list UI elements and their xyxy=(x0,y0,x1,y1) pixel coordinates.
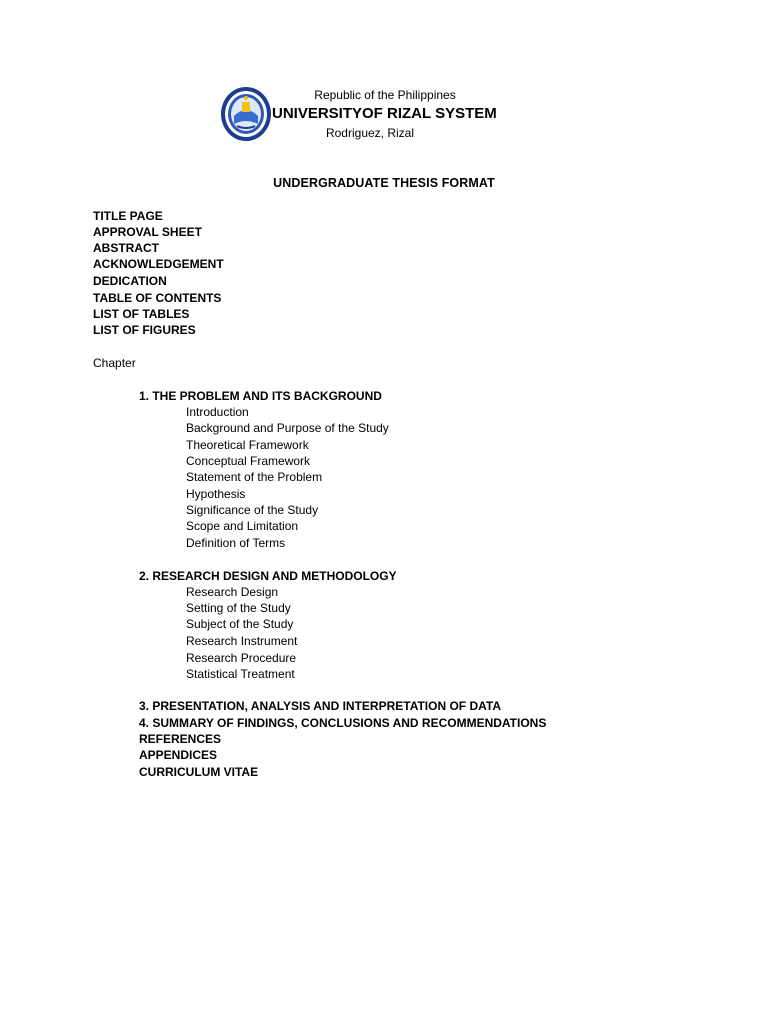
front-matter-item: APPROVAL SHEET xyxy=(93,225,202,239)
end-matter-item: APPENDICES xyxy=(139,748,218,762)
chapter-subitem: Theoretical Framework xyxy=(186,438,309,452)
chapter-label: Chapter xyxy=(93,356,136,370)
front-matter-item: ACKNOWLEDGEMENT xyxy=(93,257,224,271)
chapter-heading: 3. PRESENTATION, ANALYSIS AND INTERPRETATION OF DATA xyxy=(139,699,502,713)
front-matter-item: ABSTRACT xyxy=(93,241,159,255)
chapter-subitem: Statistical Treatment xyxy=(186,667,295,681)
front-matter-item: LIST OF FIGURES xyxy=(93,323,196,337)
chapter-subitem: Setting of the Study xyxy=(186,601,291,615)
front-matter-item: TABLE OF CONTENTS xyxy=(93,291,222,305)
university-name: UNIVERSITYOF RIZAL SYSTEM xyxy=(272,105,497,122)
chapter-subitem: Definition of Terms xyxy=(186,536,286,550)
chapter-subitem: Introduction xyxy=(186,405,249,419)
chapter-subitem: Research Design xyxy=(186,585,279,599)
chapter-subitem: Research Instrument xyxy=(186,634,298,648)
chapter-heading: 1. THE PROBLEM AND ITS BACKGROUND xyxy=(139,389,382,403)
document-title: UNDERGRADUATE THESIS FORMAT xyxy=(273,176,495,190)
chapter-subitem: Significance of the Study xyxy=(186,503,319,517)
end-matter-item: REFERENCES xyxy=(139,732,222,746)
university-location: Rodriguez, Rizal xyxy=(325,126,415,140)
chapter-subitem: Research Procedure xyxy=(186,651,297,665)
chapter-heading: 2. RESEARCH DESIGN AND METHODOLOGY xyxy=(139,569,397,583)
front-matter-item: DEDICATION xyxy=(93,274,167,288)
end-matter-item: CURRICULUM VITAE xyxy=(139,765,259,779)
front-matter-item: TITLE PAGE xyxy=(93,209,163,223)
chapter-subitem: Statement of the Problem xyxy=(186,470,323,484)
document-header xyxy=(0,84,768,154)
chapter-subitem: Subject of the Study xyxy=(186,617,294,631)
chapter-subitem: Conceptual Framework xyxy=(186,454,311,468)
chapter-subitem: Scope and Limitation xyxy=(186,519,299,533)
chapter-subitem: Hypothesis xyxy=(186,487,246,501)
front-matter-item: LIST OF TABLES xyxy=(93,307,190,321)
university-seal-icon xyxy=(220,86,272,142)
chapter-heading: 4. SUMMARY OF FINDINGS, CONCLUSIONS AND RECOMMENDATIONS xyxy=(139,716,547,730)
chapter-subitem: Background and Purpose of the Study xyxy=(186,421,389,435)
republic-heading: Republic of the Philippines xyxy=(314,88,456,102)
